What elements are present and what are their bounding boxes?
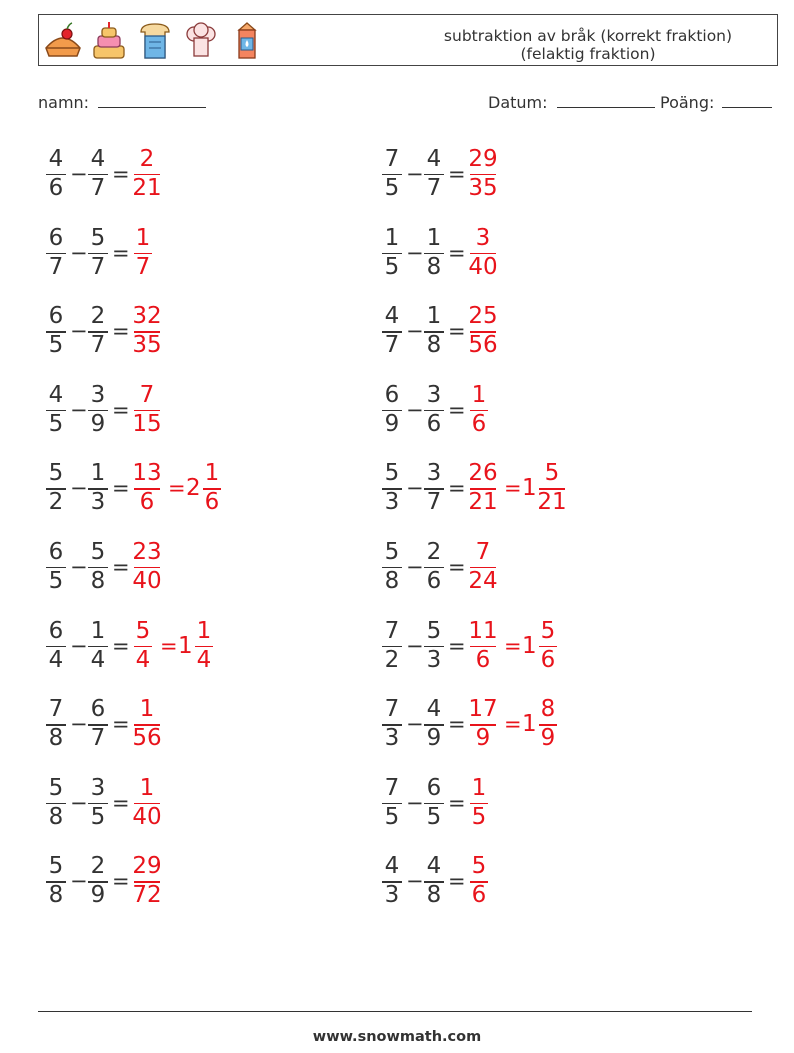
numerator: 23: [132, 539, 162, 565]
numerator: 5: [48, 853, 64, 880]
equals-sign: =: [112, 555, 130, 579]
problem-item: [44, 618, 364, 680]
numerator: 4: [384, 303, 400, 330]
numerator: 1: [426, 303, 442, 330]
denominator: 6: [540, 646, 556, 673]
footer-divider: [38, 1011, 752, 1012]
numerator: 7: [475, 539, 491, 565]
minus-sign: −: [406, 869, 424, 894]
numerator: 29: [468, 146, 498, 172]
numerator: 1: [426, 224, 442, 251]
numerator: 7: [48, 696, 64, 723]
problem-item: [380, 382, 700, 444]
equals-sign: =: [448, 476, 466, 501]
numerator: 3: [90, 774, 106, 801]
denominator: 5: [48, 410, 64, 437]
mixed-whole: 1: [178, 632, 193, 659]
denominator: 6: [48, 175, 64, 201]
denominator: 3: [384, 882, 400, 909]
denominator: 9: [384, 410, 400, 437]
denominator: 4: [196, 646, 212, 673]
minus-sign: −: [70, 712, 88, 737]
name-label: namn:: [38, 93, 90, 112]
denominator: 7: [90, 253, 106, 280]
denominator: 8: [48, 725, 64, 752]
denominator: 8: [426, 882, 442, 909]
title-line-2: (felaktig fraktion): [520, 45, 656, 63]
minus-sign: −: [70, 633, 88, 658]
denominator: 2: [384, 646, 400, 673]
equals-sign: =: [112, 319, 130, 344]
numerator: 3: [90, 381, 106, 408]
problem-item: [44, 775, 364, 837]
score-field: [660, 93, 772, 112]
numerator: 1: [196, 617, 212, 644]
denominator: 5: [48, 332, 64, 359]
numerator: 1: [204, 460, 220, 487]
problem-item: [380, 853, 700, 915]
minus-sign: −: [70, 397, 88, 422]
numerator: 13: [132, 460, 162, 487]
denominator: 56: [468, 332, 498, 359]
header-icons: [43, 19, 267, 63]
problem-item: [380, 618, 700, 680]
denominator: 5: [471, 803, 487, 830]
denominator: 3: [384, 725, 400, 752]
denominator: 9: [540, 725, 556, 752]
numerator: 5: [135, 617, 151, 644]
denominator: 7: [90, 175, 106, 201]
bread-icon: [135, 20, 175, 62]
numerator: 5: [90, 539, 106, 565]
worksheet-header: [38, 14, 778, 66]
mixed-whole: 1: [522, 475, 537, 502]
equals-sign: =: [448, 555, 466, 579]
minus-sign: −: [406, 790, 424, 815]
minus-sign: −: [70, 555, 88, 579]
numerator: 25: [468, 303, 498, 330]
numerator: 5: [540, 617, 556, 644]
date-label: Datum:: [488, 93, 548, 112]
denominator: 21: [537, 489, 567, 516]
denominator: 7: [426, 175, 442, 201]
denominator: 9: [90, 882, 106, 909]
footer-url: www.snowmath.com: [312, 1029, 482, 1045]
equals-sign: =: [168, 476, 186, 501]
problem-item: [380, 303, 700, 365]
numerator: 5: [48, 460, 64, 487]
denominator: 4: [48, 646, 64, 673]
numerator: 32: [132, 303, 162, 330]
denominator: 8: [384, 568, 400, 594]
problem-item: [44, 146, 364, 208]
numerator: 8: [540, 696, 556, 723]
numerator: 5: [471, 853, 487, 880]
numerator: 4: [90, 146, 106, 172]
minus-sign: −: [70, 476, 88, 501]
score-line: [722, 93, 772, 108]
problem-item: [380, 146, 700, 208]
denominator: 6: [426, 410, 442, 437]
denominator: 8: [48, 882, 64, 909]
numerator: 4: [48, 381, 64, 408]
denominator: 21: [132, 175, 162, 201]
problem-item: [44, 225, 364, 287]
minus-sign: −: [406, 633, 424, 658]
problem-item: [44, 696, 364, 758]
numerator: 3: [475, 224, 491, 251]
denominator: 40: [132, 568, 162, 594]
denominator: 6: [204, 489, 220, 516]
denominator: 6: [471, 410, 487, 437]
denominator: 8: [426, 332, 442, 359]
equals-sign: =: [112, 633, 130, 658]
numerator: 4: [48, 146, 64, 172]
denominator: 7: [135, 253, 151, 280]
denominator: 24: [468, 568, 498, 594]
problem-item: [44, 853, 364, 915]
equals-sign: =: [448, 162, 466, 186]
denominator: 40: [468, 253, 498, 280]
numerator: 2: [426, 539, 442, 565]
equals-sign: =: [448, 633, 466, 658]
problem-item: [380, 696, 700, 758]
equals-sign: =: [448, 319, 466, 344]
denominator: 35: [132, 332, 162, 359]
denominator: 5: [384, 803, 400, 830]
minus-sign: −: [70, 869, 88, 894]
equals-sign: =: [112, 790, 130, 815]
denominator: 35: [468, 175, 498, 201]
denominator: 7: [90, 725, 106, 752]
numerator: 1: [90, 617, 106, 644]
denominator: 5: [90, 803, 106, 830]
denominator: 8: [90, 568, 106, 594]
denominator: 5: [384, 175, 400, 201]
problem-item: [44, 303, 364, 365]
numerator: 2: [139, 146, 155, 172]
equals-sign: =: [504, 712, 522, 737]
minus-sign: −: [70, 162, 88, 186]
denominator: 2: [48, 489, 64, 516]
denominator: 3: [426, 646, 442, 673]
chef-hat-icon: [181, 20, 221, 62]
numerator: 5: [48, 774, 64, 801]
minus-sign: −: [70, 240, 88, 265]
equals-sign: =: [504, 476, 522, 501]
denominator: 9: [426, 725, 442, 752]
equals-sign: =: [448, 397, 466, 422]
numerator: 1: [471, 381, 487, 408]
equals-sign: =: [448, 240, 466, 265]
numerator: 1: [384, 224, 400, 251]
minus-sign: −: [70, 790, 88, 815]
denominator: 15: [132, 410, 162, 437]
numerator: 6: [426, 774, 442, 801]
denominator: 72: [132, 882, 162, 909]
mixed-whole: 2: [186, 475, 201, 502]
numerator: 6: [90, 696, 106, 723]
numerator: 4: [426, 853, 442, 880]
numerator: 2: [90, 853, 106, 880]
numerator: 6: [48, 303, 64, 330]
denominator: 8: [48, 803, 64, 830]
numerator: 1: [139, 696, 155, 723]
numerator: 29: [132, 853, 162, 880]
numerator: 5: [544, 460, 560, 487]
numerator: 4: [426, 696, 442, 723]
numerator: 4: [384, 853, 400, 880]
denominator: 5: [48, 568, 64, 594]
denominator: 7: [90, 332, 106, 359]
denominator: 9: [475, 725, 491, 752]
numerator: 7: [384, 774, 400, 801]
numerator: 7: [139, 381, 155, 408]
mixed-whole: 1: [522, 711, 537, 738]
denominator: 3: [384, 489, 400, 516]
denominator: 4: [90, 646, 106, 673]
denominator: 6: [426, 568, 442, 594]
denominator: 5: [384, 253, 400, 280]
numerator: 5: [90, 224, 106, 251]
minus-sign: −: [70, 319, 88, 344]
denominator: 40: [132, 803, 162, 830]
numerator: 7: [384, 696, 400, 723]
equals-sign: =: [112, 240, 130, 265]
problem-item: [380, 539, 700, 601]
numerator: 5: [426, 617, 442, 644]
minus-sign: −: [406, 712, 424, 737]
numerator: 1: [471, 774, 487, 801]
minus-sign: −: [406, 240, 424, 265]
numerator: 1: [90, 460, 106, 487]
problem-item: [44, 539, 364, 601]
numerator: 26: [468, 460, 498, 487]
equals-sign: =: [448, 712, 466, 737]
equals-sign: =: [112, 712, 130, 737]
milk-carton-icon: [227, 20, 267, 62]
equals-sign: =: [112, 397, 130, 422]
denominator: 5: [426, 803, 442, 830]
numerator: 2: [90, 303, 106, 330]
numerator: 1: [135, 224, 151, 251]
minus-sign: −: [406, 319, 424, 344]
denominator: 21: [468, 489, 498, 516]
equals-sign: =: [112, 162, 130, 186]
minus-sign: −: [406, 476, 424, 501]
problem-item: [380, 460, 700, 522]
denominator: 6: [475, 646, 491, 673]
denominator: 56: [132, 725, 162, 752]
denominator: 8: [426, 253, 442, 280]
minus-sign: −: [406, 555, 424, 579]
date-field: [488, 93, 655, 112]
minus-sign: −: [406, 162, 424, 186]
minus-sign: −: [406, 397, 424, 422]
denominator: 7: [384, 332, 400, 359]
numerator: 6: [48, 539, 64, 565]
denominator: 3: [90, 489, 106, 516]
numerator: 6: [48, 617, 64, 644]
numerator: 11: [468, 617, 498, 644]
numerator: 7: [384, 617, 400, 644]
score-label: Poäng:: [660, 93, 715, 112]
numerator: 3: [426, 381, 442, 408]
cake-icon: [89, 20, 129, 62]
title-line-1: subtraktion av bråk (korrekt fraktion): [443, 27, 733, 45]
pie-icon: [43, 20, 83, 62]
name-line: [98, 93, 206, 108]
numerator: 5: [384, 460, 400, 487]
equals-sign: =: [112, 869, 130, 894]
equals-sign: =: [448, 869, 466, 894]
numerator: 5: [384, 539, 400, 565]
denominator: 6: [471, 882, 487, 909]
numerator: 1: [139, 774, 155, 801]
numerator: 3: [426, 460, 442, 487]
equals-sign: =: [448, 790, 466, 815]
numerator: 7: [384, 146, 400, 172]
numerator: 4: [426, 146, 442, 172]
problem-item: [44, 460, 364, 522]
equals-sign: =: [160, 633, 178, 658]
date-line: [557, 93, 655, 108]
denominator: 4: [135, 646, 151, 673]
numerator: 17: [468, 696, 498, 723]
worksheet-title: [399, 27, 777, 63]
mixed-whole: 1: [522, 632, 537, 659]
problem-item: [380, 225, 700, 287]
numerator: 6: [384, 381, 400, 408]
numerator: 6: [48, 224, 64, 251]
denominator: 9: [90, 410, 106, 437]
denominator: 6: [139, 489, 155, 516]
denominator: 7: [426, 489, 442, 516]
equals-sign: =: [504, 633, 522, 658]
equals-sign: =: [112, 476, 130, 501]
name-field: [38, 93, 206, 112]
problem-item: [380, 775, 700, 837]
denominator: 7: [48, 253, 64, 280]
problem-item: [44, 382, 364, 444]
